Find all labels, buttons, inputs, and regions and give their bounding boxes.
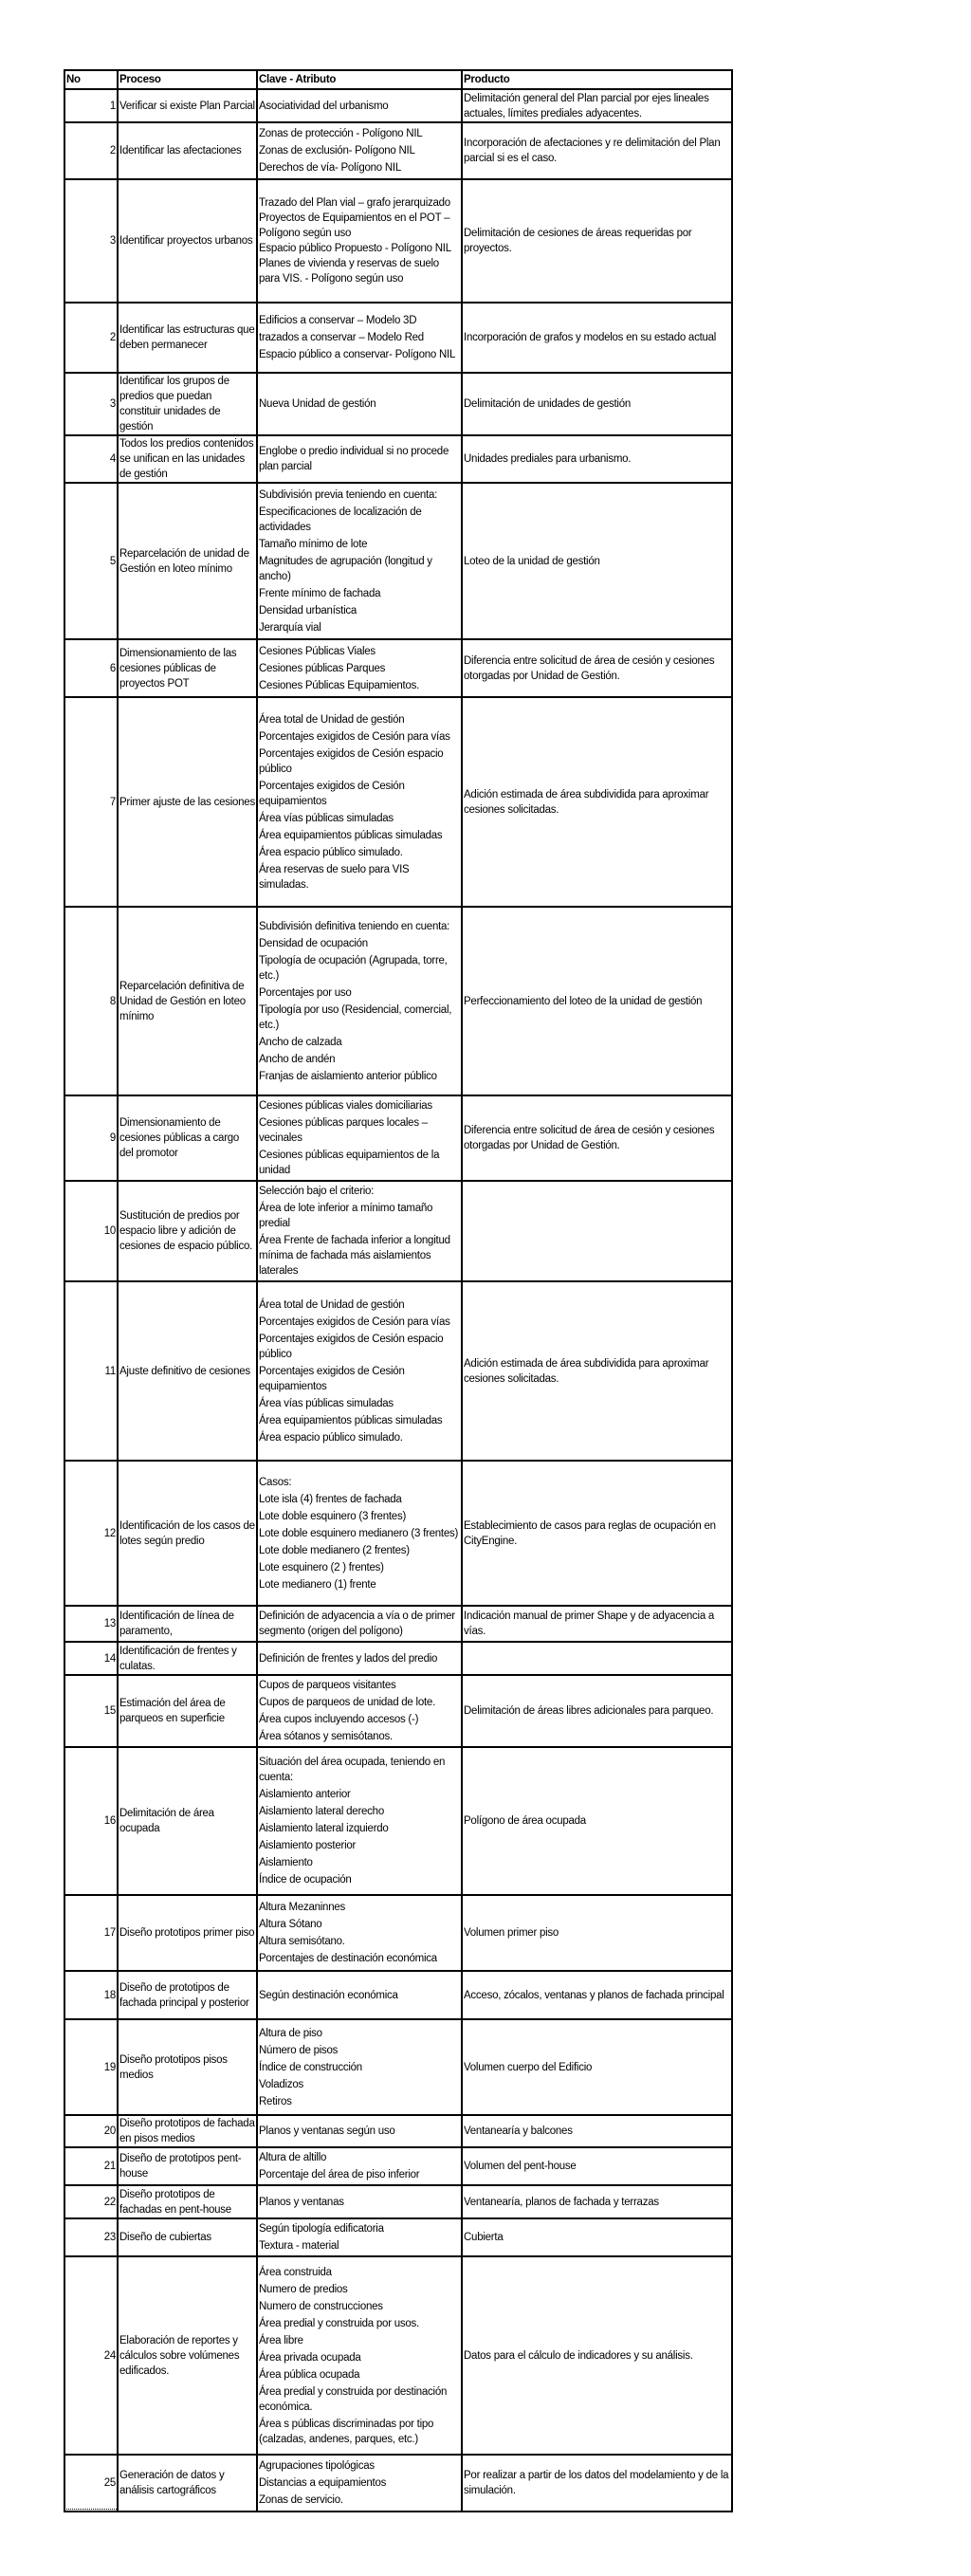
- proceso-cell: Primer ajuste de las cesiones: [118, 697, 257, 907]
- clave-item: Altura Mezaninnes: [259, 1902, 345, 1913]
- proceso-cell: Todos los predios contenidos se unifican en las unidades de gestión: [118, 435, 257, 483]
- row-number: 6: [64, 639, 118, 697]
- table-row: [64, 1606, 732, 1642]
- clave-item: Cupos de parqueos visitantes: [259, 1680, 396, 1691]
- producto-cell: Indicación manual de primer Shape y de adyacencia a vías.: [462, 1606, 732, 1642]
- clave-item: Cesiones Públicas Viales: [259, 645, 376, 657]
- clave-item: Situación del área ocupada, teniendo en cuenta:: [259, 1757, 446, 1783]
- clave-item: Aislamiento anterior: [259, 1789, 351, 1800]
- clave-item: Lote medianero (1) frente: [259, 1578, 376, 1591]
- clave-item: Número de pisos: [259, 2044, 339, 2056]
- row-number: 22: [64, 2185, 118, 2218]
- clave-item: Distancias a equipamientos: [259, 2477, 387, 2489]
- clave-item: Numero de construcciones: [259, 2300, 383, 2312]
- proceso-cell: Diseño de prototipos de fachada principal y posterior: [118, 1971, 257, 2019]
- row-number: 16: [64, 1747, 118, 1895]
- clave-item: trazados a conservar – Modelo Red: [259, 332, 424, 343]
- clave-item: Planos y ventanas: [259, 2196, 344, 2208]
- header-clave: Clave - Atributo: [257, 70, 462, 89]
- clave-item: Área construida: [259, 2266, 332, 2278]
- clave-item: Espacio público Propuesto - Polígono NIL: [259, 243, 451, 254]
- clave-item: Área espacio público simulado.: [259, 846, 403, 858]
- table-row: [64, 303, 732, 373]
- producto-cell: Polígono de área ocupada: [462, 1747, 732, 1895]
- row-number: 2: [64, 303, 118, 373]
- clave-item: Jerarquía vial: [259, 621, 321, 634]
- clave-item: Porcentajes exigidos de Cesión espacio público: [259, 1333, 444, 1360]
- clave-item: Definición de frentes y lados del predio: [259, 1652, 438, 1665]
- clave-item: Asociatividad del urbanismo: [259, 100, 389, 112]
- clave-cell: [257, 1642, 462, 1675]
- proceso-cell: Identificación de los casos de lotes según predio: [118, 1461, 257, 1606]
- clave-item: Agrupaciones tipológicas: [259, 2460, 375, 2472]
- clave-cell: [257, 2218, 462, 2256]
- table-row: [64, 1281, 732, 1461]
- proceso-cell: Identificar los grupos de predios que puedan constituir unidades de gestión: [118, 373, 257, 435]
- clave-item: Derechos de vía- Polígono NIL: [259, 162, 402, 174]
- clave-cell: [257, 1747, 462, 1895]
- producto-cell: Perfeccionamiento del loteo de la unidad de gestión: [462, 907, 732, 1095]
- clave-item: Según destinación económica: [259, 1989, 398, 2001]
- clave-item: Subdivisión previa teniendo en cuenta:: [259, 488, 438, 501]
- header-producto: Producto: [462, 70, 732, 89]
- proceso-cell: Diseño de prototipos pent-house: [118, 2147, 257, 2185]
- table-row: [64, 2455, 732, 2512]
- clave-item: Espacio público a conservar- Polígono NIL: [259, 349, 456, 360]
- clave-cell: [257, 2147, 462, 2185]
- clave-cell: [257, 2455, 462, 2512]
- producto-cell: Unidades prediales para urbanismo.: [462, 435, 732, 483]
- producto-cell: [462, 1642, 732, 1675]
- table-row: [64, 907, 732, 1095]
- producto-cell: Volumen cuerpo del Edificio: [462, 2019, 732, 2115]
- clave-cell: [257, 697, 462, 907]
- clave-item: Área libre: [259, 2334, 303, 2346]
- clave-item: Proyectos de Equipamientos en el POT – Polígono según uso: [259, 212, 450, 239]
- clave-cell: [257, 2115, 462, 2147]
- empty-cell: [64, 2490, 119, 2510]
- clave-cell: [257, 1675, 462, 1747]
- producto-cell: Establecimiento de casos para reglas de ocupación en CityEngine.: [462, 1461, 732, 1606]
- row-number: 11: [64, 1281, 118, 1461]
- clave-item: Lote doble medianero (2 frentes): [259, 1544, 410, 1556]
- proceso-cell: Estimación del área de parqueos en superficie: [118, 1675, 257, 1747]
- clave-item: Área equipamientos públicas simuladas: [259, 1414, 443, 1426]
- clave-item: Selección bajo el criterio:: [259, 1186, 375, 1197]
- producto-cell: Delimitación de unidades de gestión: [462, 373, 732, 435]
- clave-item: Área predial y construida por destinación económica.: [259, 2385, 448, 2413]
- clave-item: Área predial y construida por usos.: [259, 2317, 419, 2329]
- table-row: [64, 122, 732, 179]
- clave-item: Tamaño mínimo de lote: [259, 538, 368, 550]
- proceso-cell: Reparcelación definitiva de Unidad de Gestión en loteo mínimo: [118, 907, 257, 1095]
- clave-item: Altura Sótano: [259, 1919, 322, 1930]
- clave-item: Altura de piso: [259, 2027, 322, 2039]
- producto-cell: Adición estimada de área subdividida para aproximar cesiones solicitadas.: [462, 1281, 732, 1461]
- clave-item: Altura semisótano.: [259, 1936, 345, 1947]
- clave-item: Franjas de aislamiento anterior público: [259, 1070, 437, 1082]
- producto-cell: Incorporación de grafos y modelos en su estado actual: [462, 303, 732, 373]
- clave-item: Porcentajes por uso: [259, 986, 352, 999]
- clave-item: Cesiones Públicas Equipamientos.: [259, 679, 420, 691]
- clave-item: Porcentajes exigidos de Cesión equipamientos: [259, 780, 405, 807]
- clave-item: Subdivisión definitiva teniendo en cuenta:: [259, 920, 450, 932]
- producto-cell: Volumen primer piso: [462, 1895, 732, 1971]
- clave-item: Porcentajes exigidos de Cesión espacio público: [259, 747, 444, 775]
- clave-item: Ancho de calzada: [259, 1036, 342, 1048]
- header-row: [64, 70, 732, 89]
- clave-item: Retiros: [259, 2095, 292, 2107]
- clave-item: Porcentajes exigidos de Cesión equipamientos: [259, 1365, 405, 1392]
- clave-item: Zonas de servicio.: [259, 2494, 343, 2506]
- proceso-cell: Diseño prototipos de fachada en pisos medios: [118, 2115, 257, 2147]
- clave-item: Área reservas de suelo para VIS simuladas.: [259, 863, 410, 891]
- proceso-cell: Diseño prototipos pisos medios: [118, 2019, 257, 2115]
- proceso-cell: Diseño prototipos de fachadas en pent-house: [118, 2185, 257, 2218]
- clave-item: Área vías públicas simuladas: [259, 1397, 394, 1409]
- table-row: [64, 2185, 732, 2218]
- clave-item: Aislamiento posterior: [259, 1840, 357, 1851]
- clave-item: Aislamiento lateral derecho: [259, 1806, 384, 1817]
- clave-item: Porcentajes exigidos de Cesión para vías: [259, 730, 450, 743]
- clave-cell: [257, 179, 462, 303]
- clave-item: Lote doble esquinero (3 frentes): [259, 1510, 407, 1522]
- clave-item: Área vías públicas simuladas: [259, 812, 394, 824]
- clave-cell: [257, 1971, 462, 2019]
- clave-item: Porcentajes de destinación económica: [259, 1953, 437, 1964]
- row-number: 9: [64, 1095, 118, 1181]
- clave-cell: [257, 1606, 462, 1642]
- row-number: 14: [64, 1642, 118, 1675]
- clave-item: Englobe o predio individual si no procede plan parcial: [259, 446, 449, 472]
- row-number: 4: [64, 435, 118, 483]
- clave-item: Tipología por uso (Residencial, comercial, etc.): [259, 1003, 452, 1031]
- table-row: [64, 1675, 732, 1747]
- clave-cell: [257, 1095, 462, 1181]
- proceso-cell: Generación de datos y análisis cartográficos: [118, 2455, 257, 2512]
- clave-cell: [257, 1281, 462, 1461]
- clave-item: Definición de adyacencia a vía o de primer segmento (origen del polígono): [259, 1610, 455, 1637]
- row-number: 3: [64, 373, 118, 435]
- producto-cell: Delimitación de áreas libres adicionales para parqueo.: [462, 1675, 732, 1747]
- producto-cell: Volumen del pent-house: [462, 2147, 732, 2185]
- clave-item: Cupos de parqueos de unidad de lote.: [259, 1697, 436, 1708]
- clave-item: Densidad urbanística: [259, 604, 357, 616]
- table-row: [64, 639, 732, 697]
- producto-cell: Ventanearía y balcones: [462, 2115, 732, 2147]
- proceso-cell: Identificar proyectos urbanos: [118, 179, 257, 303]
- table-row: [64, 89, 732, 122]
- clave-item: Ancho de andén: [259, 1053, 336, 1065]
- proceso-cell: Diseño prototipos primer piso: [118, 1895, 257, 1971]
- clave-item: Lote doble esquinero medianero (3 frentes): [259, 1527, 459, 1539]
- clave-item: Índice de ocupación: [259, 1874, 352, 1886]
- table-row: [64, 2115, 732, 2147]
- clave-cell: [257, 2185, 462, 2218]
- table-row: [64, 483, 732, 639]
- clave-cell: [257, 435, 462, 483]
- clave-cell: [257, 2256, 462, 2455]
- table-row: [64, 2147, 732, 2185]
- clave-item: Altura de altillo: [259, 2152, 327, 2163]
- table-body: [64, 89, 732, 2512]
- clave-cell: [257, 122, 462, 179]
- clave-item: Cesiones públicas parques locales – vecinales: [259, 1117, 428, 1144]
- clave-item: Planos y ventanas según uso: [259, 2125, 395, 2137]
- header-proceso: Proceso: [118, 70, 257, 89]
- clave-item: Área privada ocupada: [259, 2351, 361, 2364]
- producto-cell: Delimitación general del Plan parcial por ejes lineales actuales, límites prediales adyacentes.: [462, 89, 732, 122]
- clave-item: Área s públicas discriminadas por tipo (calzadas, andenes, parques, etc.): [259, 2418, 434, 2445]
- row-number: 7: [64, 697, 118, 907]
- proceso-cell: Diseño de cubiertas: [118, 2218, 257, 2256]
- proceso-cell: Delimitación de área ocupada: [118, 1747, 257, 1895]
- clave-item: Planes de vivienda y reservas de suelo para VIS. - Polígono según uso: [259, 258, 439, 285]
- clave-item: Edificios a conservar – Modelo 3D: [259, 315, 417, 326]
- table-row: [64, 1095, 732, 1181]
- row-number: 17: [64, 1895, 118, 1971]
- row-number: 2: [64, 122, 118, 179]
- row-number: 5: [64, 483, 118, 639]
- row-number: 10: [64, 1181, 118, 1281]
- table-row: [64, 179, 732, 303]
- producto-cell: Cubierta: [462, 2218, 732, 2256]
- clave-item: Área Frente de fachada inferior a longitud mínima de fachada más aislamientos laterales: [259, 1235, 450, 1277]
- producto-cell: Incorporación de afectaciones y re delimitación del Plan parcial si es el caso.: [462, 122, 732, 179]
- table-row: [64, 1747, 732, 1895]
- proceso-cell: Sustitución de predios por espacio libre y adición de cesiones de espacio público.: [118, 1181, 257, 1281]
- clave-cell: [257, 1181, 462, 1281]
- clave-cell: [257, 2019, 462, 2115]
- clave-item: Especificaciones de localización de actividades: [259, 506, 422, 533]
- clave-item: Área total de Unidad de gestión: [259, 1298, 405, 1311]
- proceso-cell: Ajuste definitivo de cesiones: [118, 1281, 257, 1461]
- clave-cell: [257, 89, 462, 122]
- clave-item: Cesiones públicas viales domiciliarias: [259, 1100, 432, 1112]
- row-number: 24: [64, 2256, 118, 2455]
- proceso-cell: Dimensionamiento de las cesiones públicas de proyectos POT: [118, 639, 257, 697]
- clave-item: Porcentajes exigidos de Cesión para vías: [259, 1316, 450, 1328]
- row-number: 18: [64, 1971, 118, 2019]
- row-number: 8: [64, 907, 118, 1095]
- clave-item: Según tipología edificatoria: [259, 2223, 384, 2235]
- proceso-cell: Identificar las estructuras que deben permanecer: [118, 303, 257, 373]
- clave-cell: [257, 639, 462, 697]
- proceso-cell: Reparcelación de unidad de Gestión en loteo mínimo: [118, 483, 257, 639]
- producto-cell: Loteo de la unidad de gestión: [462, 483, 732, 639]
- row-number: 15: [64, 1675, 118, 1747]
- clave-item: Magnitudes de agrupación (longitud y ancho): [259, 555, 432, 582]
- table-row: [64, 2218, 732, 2256]
- clave-item: Cesiones públicas equipamientos de la unidad: [259, 1150, 440, 1176]
- table-row: [64, 1461, 732, 1606]
- clave-item: Numero de predios: [259, 2283, 348, 2295]
- table-row: [64, 1971, 732, 2019]
- table-row: [64, 1642, 732, 1675]
- table-row: [64, 2256, 732, 2455]
- clave-item: Área total de Unidad de gestión: [259, 713, 405, 726]
- clave-cell: [257, 303, 462, 373]
- row-number: 12: [64, 1461, 118, 1606]
- producto-cell: Ventanearía, planos de fachada y terrazas: [462, 2185, 732, 2218]
- row-number: 23: [64, 2218, 118, 2256]
- clave-item: Frente mínimo de fachada: [259, 587, 381, 599]
- proceso-cell: Elaboración de reportes y cálculos sobre volúmenes edificados.: [118, 2256, 257, 2455]
- clave-item: Área espacio público simulado.: [259, 1431, 403, 1444]
- row-number: 21: [64, 2147, 118, 2185]
- clave-item: Lote isla (4) frentes de fachada: [259, 1493, 402, 1505]
- clave-item: Área equipamientos públicas simuladas: [259, 829, 443, 841]
- clave-item: Voladizos: [259, 2078, 303, 2090]
- proceso-cell: Verificar si existe Plan Parcial: [118, 89, 257, 122]
- producto-cell: Por realizar a partir de los datos del modelamiento y de la simulación.: [462, 2455, 732, 2512]
- proceso-cell: Dimensionamiento de cesiones públicas a cargo del promotor: [118, 1095, 257, 1181]
- clave-cell: [257, 907, 462, 1095]
- clave-item: Densidad de ocupación: [259, 937, 368, 949]
- row-number: 1: [64, 89, 118, 122]
- table-row: [64, 435, 732, 483]
- producto-cell: Acceso, zócalos, ventanas y planos de fachada principal: [462, 1971, 732, 2019]
- clave-item: Tipología de ocupación (Agrupada, torre, etc.): [259, 954, 448, 982]
- table-row: [64, 373, 732, 435]
- clave-item: Área cupos incluyendo accesos (-): [259, 1714, 419, 1725]
- clave-item: Cesiones públicas Parques: [259, 662, 386, 674]
- producto-cell: Delimitación de cesiones de áreas requeridas por proyectos.: [462, 179, 732, 303]
- table-row: [64, 2019, 732, 2115]
- producto-cell: Datos para el cálculo de indicadores y su análisis.: [462, 2256, 732, 2455]
- clave-item: Trazado del Plan vial – grafo jerarquizado: [259, 197, 450, 209]
- clave-item: Porcentaje del área de piso inferior: [259, 2169, 420, 2180]
- proceso-cell: Identificación de línea de paramento,: [118, 1606, 257, 1642]
- clave-item: Lote esquinero (2 ) frentes): [259, 1561, 384, 1573]
- producto-cell: Diferencia entre solicitud de área de cesión y cesiones otorgadas por Unidad de Gestión.: [462, 1095, 732, 1181]
- producto-cell: Adición estimada de área subdividida para aproximar cesiones solicitadas.: [462, 697, 732, 907]
- clave-item: Nueva Unidad de gestión: [259, 398, 376, 410]
- clave-item: Índice de construcción: [259, 2061, 362, 2073]
- row-number: 13: [64, 1606, 118, 1642]
- clave-item: Área de lote inferior a mínimo tamaño predial: [259, 1203, 433, 1229]
- clave-cell: [257, 373, 462, 435]
- clave-cell: [257, 1895, 462, 1971]
- clave-item: Área pública ocupada: [259, 2368, 360, 2381]
- clave-item: Zonas de protección - Polígono NIL: [259, 128, 423, 139]
- header-no: No: [64, 70, 118, 89]
- row-number: 3: [64, 179, 118, 303]
- row-number: 20: [64, 2115, 118, 2147]
- proceso-cell: Identificación de frentes y culatas.: [118, 1642, 257, 1675]
- table-row: [64, 1181, 732, 1281]
- clave-cell: [257, 1461, 462, 1606]
- proceso-cell: Identificar las afectaciones: [118, 122, 257, 179]
- row-number: 25: [64, 2455, 118, 2512]
- table-row: [64, 1895, 732, 1971]
- producto-cell: Diferencia entre solicitud de área de cesión y cesiones otorgadas por Unidad de Gestión.: [462, 639, 732, 697]
- clave-item: Zonas de exclusión- Polígono NIL: [259, 145, 415, 156]
- row-number: 19: [64, 2019, 118, 2115]
- clave-cell: [257, 483, 462, 639]
- clave-item: Aislamiento: [259, 1857, 313, 1868]
- producto-cell: [462, 1181, 732, 1281]
- clave-item: Casos:: [259, 1476, 292, 1488]
- clave-item: Textura - material: [259, 2240, 339, 2252]
- clave-item: Aislamiento lateral izquierdo: [259, 1823, 389, 1834]
- process-table: [64, 69, 733, 2512]
- clave-item: Área sótanos y semisótanos.: [259, 1731, 393, 1742]
- table-row: [64, 697, 732, 907]
